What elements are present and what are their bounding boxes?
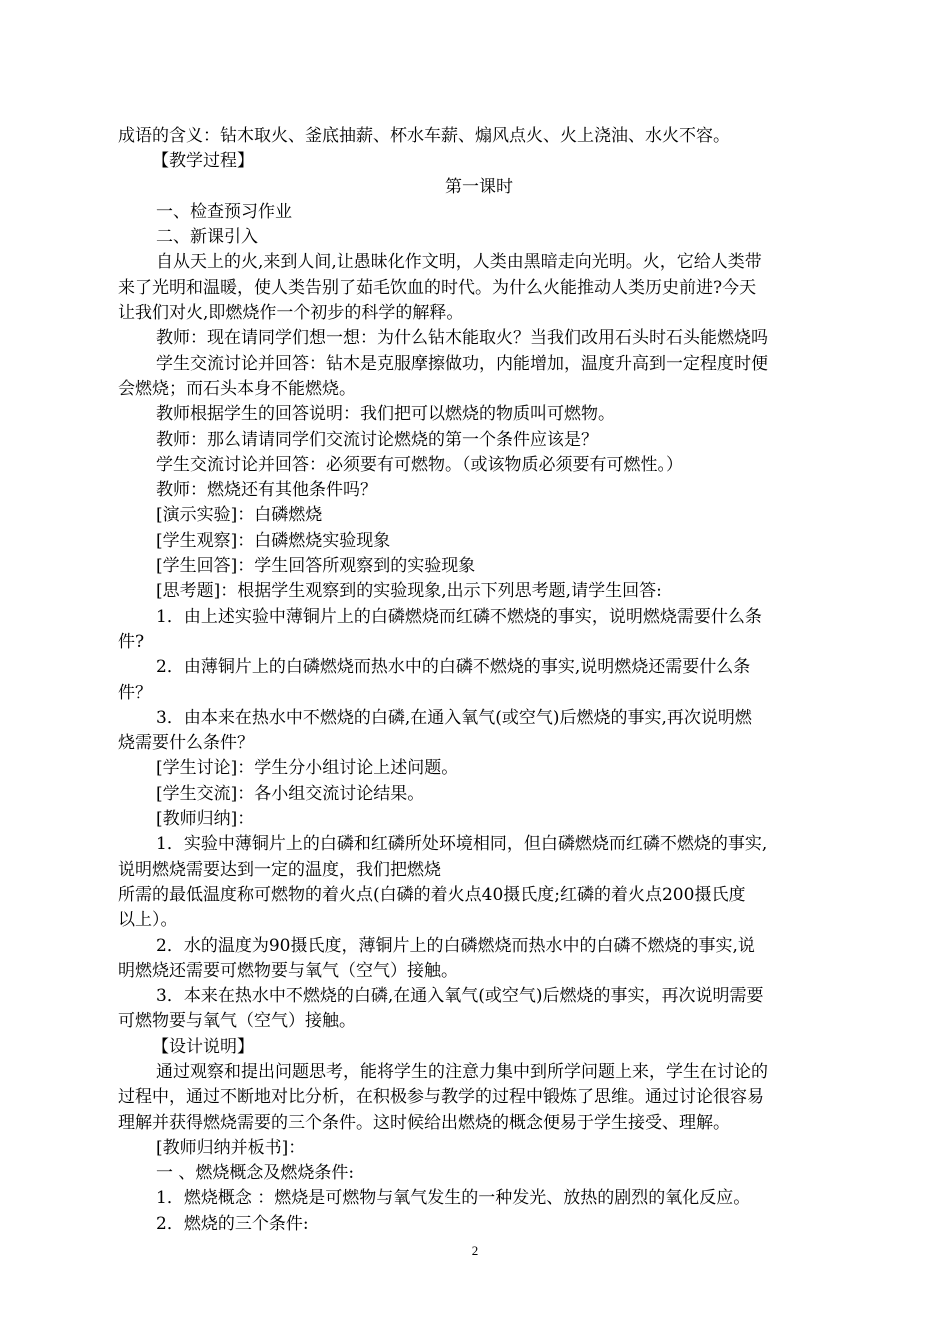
text-line: 会燃烧；而石头本身不能燃烧。 [118, 378, 356, 399]
text-line: [思考题]：根据学生观察到的实验现象,出示下列思考题,请学生回答: [156, 581, 662, 602]
text-line: 二、新课引入 [156, 227, 258, 248]
text-line: 1．燃烧概念 ：燃烧是可燃物与氧气发生的一种发光、放热的剧烈的氧化反应。 [156, 1188, 751, 1209]
text-line: 件? [118, 631, 145, 652]
text-line: 一 、燃烧概念及燃烧条件: [156, 1163, 355, 1184]
text-line: 说明燃烧需要达到一定的温度，我们把燃烧 [118, 859, 441, 880]
text-line: 2．燃烧的三个条件: [156, 1213, 309, 1234]
text-line: [演示实验]：白磷燃烧 [156, 505, 323, 526]
text-line: 学生交流讨论并回答：钻木是克服摩擦做功，内能增加，温度升高到一定程度时便 [156, 353, 768, 374]
text-line: 成语的含义：钻木取火、釜底抽薪、杯水车薪、煽风点火、火上浇油、水火不容。 [118, 126, 730, 146]
text-line: 教师：那么请请同学们交流讨论燃烧的第一个条件应该是？ [156, 429, 598, 450]
text-line: 第一课时 [445, 176, 513, 197]
text-line: 【设计说明】 [152, 1036, 254, 1057]
text-line: 教师：燃烧还有其他条件吗？ [156, 480, 377, 501]
text-line: [学生回答]：学生回答所观察到的实验现象 [156, 556, 476, 577]
text-line: 2．由薄铜片上的白磷燃烧而热水中的白磷不燃烧的事实,说明燃烧还需要什么条 [156, 657, 751, 678]
text-line: [教师归纳]： [156, 809, 255, 830]
text-line: [学生讨论]：学生分小组讨论上述问题。 [156, 758, 459, 779]
text-line: 所需的最低温度称可燃物的着火点(白磷的着火点40摄氏度;红磷的着火点200摄氏度 [118, 884, 746, 905]
text-line: 件？ [118, 682, 152, 703]
text-line: 烧需要什么条件？ [118, 733, 254, 754]
text-line: 1．实验中薄铜片上的白磷和红磷所处环境相同，但白磷燃烧而红磷不燃烧的事实, [156, 834, 768, 855]
text-line: [学生交流]：各小组交流讨论结果。 [156, 783, 425, 804]
text-line: 2．水的温度为90摄氏度，薄铜片上的白磷燃烧而热水中的白磷不燃烧的事实,说 [156, 935, 755, 956]
text-line: 明燃烧还需要可燃物要与氧气（空气）接触。 [118, 960, 458, 981]
text-line: 教师根据学生的回答说明：我们把可以燃烧的物质叫可燃物。 [156, 404, 615, 425]
page-number: 2 [471, 1243, 479, 1258]
text-line: 3．由本来在热水中不燃烧的白磷,在通入氧气(或空气)后燃烧的事实,再次说明燃 [156, 707, 752, 728]
text-line: 教师：现在请同学们想一想：为什么钻木能取火？当我们改用石头时石头能燃烧吗 [156, 328, 768, 349]
text-line: [学生观察]：白磷燃烧实验现象 [156, 530, 391, 551]
text-line: 【教学过程】 [152, 151, 254, 172]
text-line: 以上）。 [118, 910, 178, 931]
text-line: 过程中，通过不断地对比分析，在积极参与教学的过程中锻炼了思维。通过讨论很容易 [118, 1087, 764, 1108]
text-line: 一、检查预习作业 [156, 201, 292, 222]
text-line: 自从天上的火,来到人间,让愚昧化作文明，人类由黑暗走向光明。火，它给人类带 [156, 252, 762, 273]
text-line: 通过观察和提出问题思考，能将学生的注意力集中到所学问题上来，学生在讨论的 [156, 1061, 768, 1082]
text-line: 学生交流讨论并回答：必须要有可燃物。（或该物质必须要有可燃性。） [156, 454, 683, 475]
text-line: 3．本来在热水中不燃烧的白磷,在通入氧气(或空气)后燃烧的事实，再次说明需要 [156, 986, 764, 1007]
text-line: 理解并获得燃烧需要的三个条件。这时候给出燃烧的概念便易于学生接受、理解。 [118, 1112, 730, 1133]
text-line: [教师归纳并板书]： [156, 1137, 306, 1158]
document-body [118, 124, 840, 1237]
text-line: 1．由上述实验中薄铜片上的白磷燃烧而红磷不燃烧的事实，说明燃烧需要什么条 [156, 606, 762, 627]
text-line: 来了光明和温暖，使人类告别了茹毛饮血的时代。为什么火能推动人类历史前进?今天 [118, 277, 757, 298]
text-line: 可燃物要与氧气（空气）接触。 [118, 1011, 356, 1032]
text-line: 让我们对火,即燃烧作一个初步的科学的解释。 [118, 303, 464, 324]
